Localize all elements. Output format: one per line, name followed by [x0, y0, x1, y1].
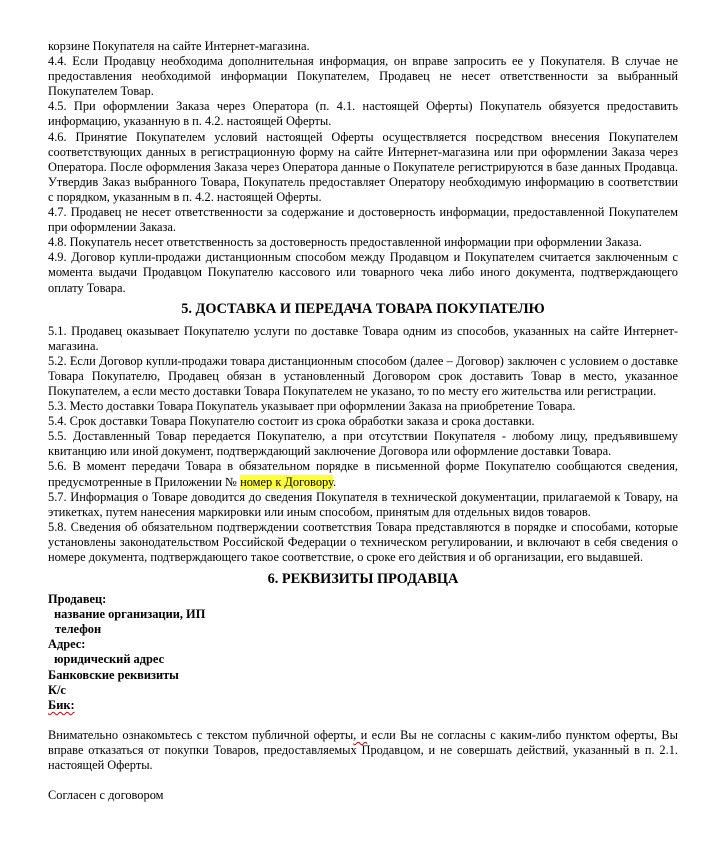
document-body [48, 39, 678, 803]
paragraph-5-7: 5.7. Информация о Товаре доводится до сведения Покупателя в технической документации, прилагаемой к Товару, на этикетках, путем нанесения маркировки или иным способом, принятым для отдельных видов товаров. [48, 489, 678, 519]
paragraph-4-4: 4.4. Если Продавцу необходима дополнительная информация, он вправе запросить ее у Покупателя. В случае не предоставления необходимой информации Покупателем, Продавец не несет ответственности за выбранный Покупателем Товар. [48, 54, 678, 99]
paragraph-4-5: 4.5. При оформлении Заказа через Оператора (п. 4.1. настоящей Оферты) Покупатель обязуется предоставить информацию, указанную в п. 4.2. настоящей Оферты. [48, 99, 678, 129]
bik-label: Бик: [48, 697, 75, 712]
paragraph-5-6-end: . [333, 474, 337, 489]
closing-notice-rest: если Вы не согласны с каким-либо пунктом оферты, Вы вправе отказаться от покупки Товаров, предоставляемых Продавцом, и не совершать действий, указанный в п. 2.1. настоящей Оферты. [48, 727, 679, 773]
paragraph-5-6 [48, 459, 678, 489]
closing-notice-start: Внимательно ознакомьтесь с текстом публичной оферты [48, 727, 354, 742]
address-label: Адрес: [48, 637, 86, 652]
spacer [48, 713, 678, 728]
paragraph-4-7: 4.7. Продавец не несет ответственности за содержание и достоверность информации, предоставленной Покупателем при оформлении Заказа. [48, 205, 678, 235]
bank-details-label: Банковские реквизиты [48, 667, 179, 682]
paragraph-5-1: 5.1. Продавец оказывает Покупателю услуги по доставке Товара одним из способов, указанных на сайте Интернет-магазина. [48, 323, 678, 353]
paragraph-5-2: 5.2. Если Договор купли-продажи товара дистанционным способом (далее – Договор) заключен с условием о доставке Товара Покупателю, Продавец обязан в установленный Договором срок доставить Товар в место, указанное Покупателем, а если место доставки Товара Покупателем не указано, то по месту его жительства или регистрации. [48, 353, 678, 398]
closing-notice [48, 728, 678, 773]
seller-label: Продавец: [48, 592, 107, 607]
paragraph-5-5: 5.5. Доставленный Товар передается Покупателю, а при отсутствии Покупателя - любому лицу, предъявившему квитанцию или иной документ, подтверждающий заключение Договора или оформление доставки Товара. [48, 429, 678, 459]
legal-address-field: юридический адрес [54, 652, 165, 667]
phone-field: телефон [55, 622, 102, 637]
paragraph-4-3-tail: корзине Покупателя на сайте Интернет-магазина. [48, 39, 310, 53]
paragraph-4-8: 4.8. Покупатель несет ответственность за достоверность предоставленной информации при оформлении Заказа. [48, 235, 642, 250]
section-5-heading: 5. ДОСТАВКА И ПЕРЕДАЧА ТОВАРА ПОКУПАТЕЛЮ [181, 300, 545, 317]
closing-notice-comma: , и [353, 727, 368, 742]
paragraph-5-4: 5.4. Срок доставки Товара Покупателю состоит из срока обработки заказа и срока доставки. [48, 414, 535, 429]
highlighted-placeholder: номер к Договору [240, 474, 333, 489]
agreement-line: Согласен с договором [48, 788, 164, 803]
paragraph-5-8: 5.8. Сведения об обязательном подтверждении соответствия Товара представляются в порядке и способами, которые установлены законодательством Российской Федерации о техническом регулировании, и включают в себя сведения о номере документа, подтверждающего такое соответствие, о сроке его действия и об организации, его выдавшей. [48, 519, 678, 564]
paragraph-4-9: 4.9. Договор купли-продажи дистанционным способом между Продавцом и Покупателем считается заключенным с момента выдачи Продавцом Покупателю кассового или товарного чека либо иного документа, подтверждающего оплату Товара. [48, 250, 678, 295]
paragraph-5-6-text: 5.6. В момент передачи Товара в обязательном порядке в письменной форме Покупателю сообщаются сведения, предусмотренные в Приложении № [48, 459, 678, 489]
corr-account-label: К/с [48, 682, 66, 697]
paragraph-4-6: 4.6. Принятие Покупателем условий настоящей Оферты осуществляется посредством внесения Покупателем соответствующих данных в регистрационную форму на сайте Интернет-магазина или при оформлении Заказа через Оператора. После оформления Заказа через Оператора данные о Покупателе регистрируются в базе данных Продавца. Утвердив Заказ выбранного Товара, Покупатель предоставляет Оператору необходимую информацию в соответствии с порядком, указанным в п. 4.2. настоящей Оферты. [48, 129, 678, 204]
spacer [48, 773, 678, 788]
paragraph-5-3: 5.3. Место доставки Товара Покупатель указывает при оформлении Заказа на приобретение Товара. [48, 399, 576, 414]
section-6-heading: 6. РЕКВИЗИТЫ ПРОДАВЦА [267, 571, 459, 588]
org-name-field: название организации, ИП [54, 607, 206, 622]
